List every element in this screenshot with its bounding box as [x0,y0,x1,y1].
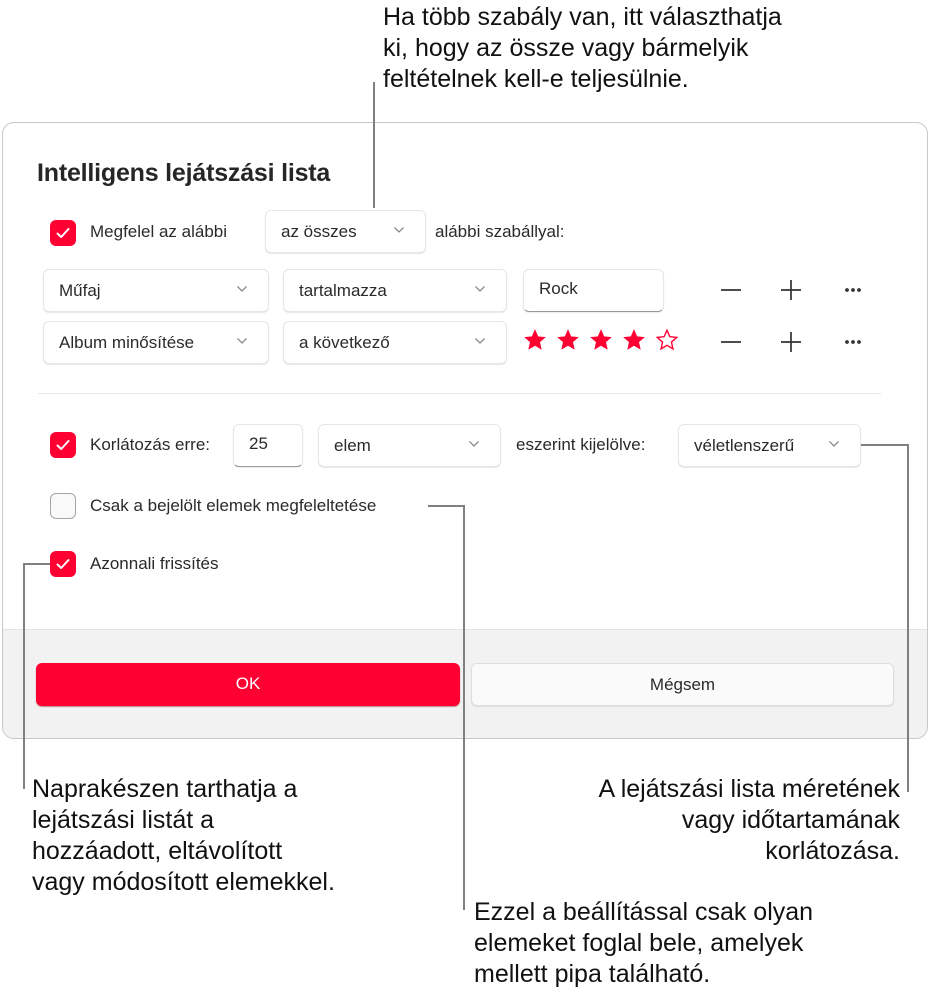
dropdown-value: elem [334,436,371,455]
live-updating-label: Azonnali frissítés [90,554,219,573]
callout-line: Ezzel a beállítással csak olyan [474,898,814,926]
limit-label: Korlátozás erre: [90,435,210,454]
selected-by-label: eszerint kijelölve: [516,435,646,454]
rule-1-operator-dropdown[interactable] [283,269,507,312]
dropdown-value: a következő [299,333,390,352]
star-filled-icon[interactable] [522,327,548,353]
chevron-down-icon [474,337,486,345]
selected-by-dropdown[interactable] [678,424,861,467]
star-filled-icon[interactable] [588,327,614,353]
plus-icon [776,327,806,357]
match-checked-only-checkbox[interactable] [50,493,76,519]
rule-2-more-button[interactable] [838,327,868,357]
input-value: 25 [249,434,268,453]
star-filled-icon[interactable] [555,327,581,353]
checkmark-icon [56,439,70,451]
star-filled-icon[interactable] [621,327,647,353]
callout-line: hozzáadott, eltávolított [32,837,283,865]
dropdown-value: Album minősítése [59,333,195,352]
leader-line-match-selector [373,82,375,208]
rule-1-more-button[interactable] [838,275,868,305]
leader-line-checked-only [463,505,465,910]
rule-2-field-dropdown[interactable] [43,321,269,364]
callout-line: vagy módosított elemekkel. [32,868,335,896]
rule-1-value-input[interactable] [523,269,664,312]
dropdown-value: Műfaj [59,281,101,300]
limit-unit-dropdown[interactable] [318,424,501,467]
chevron-down-icon [474,285,486,293]
leader-line-live-updating [23,563,25,789]
callout-limit [598,774,900,867]
rule-1-remove-button[interactable] [716,275,746,305]
rule-2-rating-stars[interactable] [522,327,680,357]
match-all-any-dropdown[interactable] [265,210,426,253]
match-checkbox[interactable] [50,220,76,246]
star-empty-icon[interactable] [654,327,680,353]
callout-line: Ha több szabály van, itt választhatja [383,3,782,31]
input-value: Rock [539,279,578,298]
smart-playlist-dialog [2,122,928,739]
rule-2-operator-dropdown[interactable] [283,321,507,364]
ellipsis-icon [838,327,868,357]
callout-line: elemeket foglal bele, amelyek [474,929,804,957]
cancel-button[interactable]: Mégsem [471,663,894,706]
minus-icon [716,327,746,357]
callout-line: mellett pipa található. [474,960,711,988]
section-divider [38,393,881,394]
callout-line: Naprakészen tarthatja a [32,775,298,803]
rule-2-add-button[interactable] [776,327,806,357]
match-label: Megfelel az alábbi [90,222,228,241]
live-updating-checkbox[interactable] [50,551,76,577]
rule-1-field-dropdown[interactable] [43,269,269,312]
callout-line: lejátszási listát a [32,806,215,834]
leader-line-live-updating [23,563,50,565]
dropdown-value: véletlenszerű [694,436,795,455]
ok-button[interactable]: OK [36,663,460,706]
rule-1-add-button[interactable] [776,275,806,305]
chevron-down-icon [828,440,840,448]
chevron-down-icon [236,337,248,345]
match-checked-only-label: Csak a bejelölt elemek megfeleltetése [90,496,377,515]
chevron-down-icon [393,226,405,234]
match-suffix-label: alábbi szabállyal: [435,222,565,241]
dropdown-value: az összes [281,222,357,241]
callout-line: A lejátszási lista méretének [598,775,900,803]
checkmark-icon [56,558,70,570]
callout-match-selector [383,2,782,95]
callout-line: vagy időtartamának [681,806,900,834]
callout-live-updating [32,774,335,898]
dialog-title: Intelligens lejátszási lista [37,159,331,187]
leader-line-limit [861,444,909,446]
chevron-down-icon [236,285,248,293]
limit-checkbox[interactable] [50,432,76,458]
limit-amount-input[interactable] [233,424,303,467]
minus-icon [716,275,746,305]
callout-line: ki, hogy az össze vagy bármelyik [383,34,749,62]
ellipsis-icon [838,275,868,305]
callout-line: korlátozása. [765,837,900,865]
callout-checked-only [474,897,813,990]
leader-line-limit [907,444,909,792]
chevron-down-icon [468,440,480,448]
rule-2-remove-button[interactable] [716,327,746,357]
plus-icon [776,275,806,305]
dropdown-value: tartalmazza [299,281,387,300]
checkmark-icon [56,227,70,239]
callout-line: feltételnek kell-e teljesülnie. [383,65,689,93]
leader-line-checked-only [428,505,465,507]
